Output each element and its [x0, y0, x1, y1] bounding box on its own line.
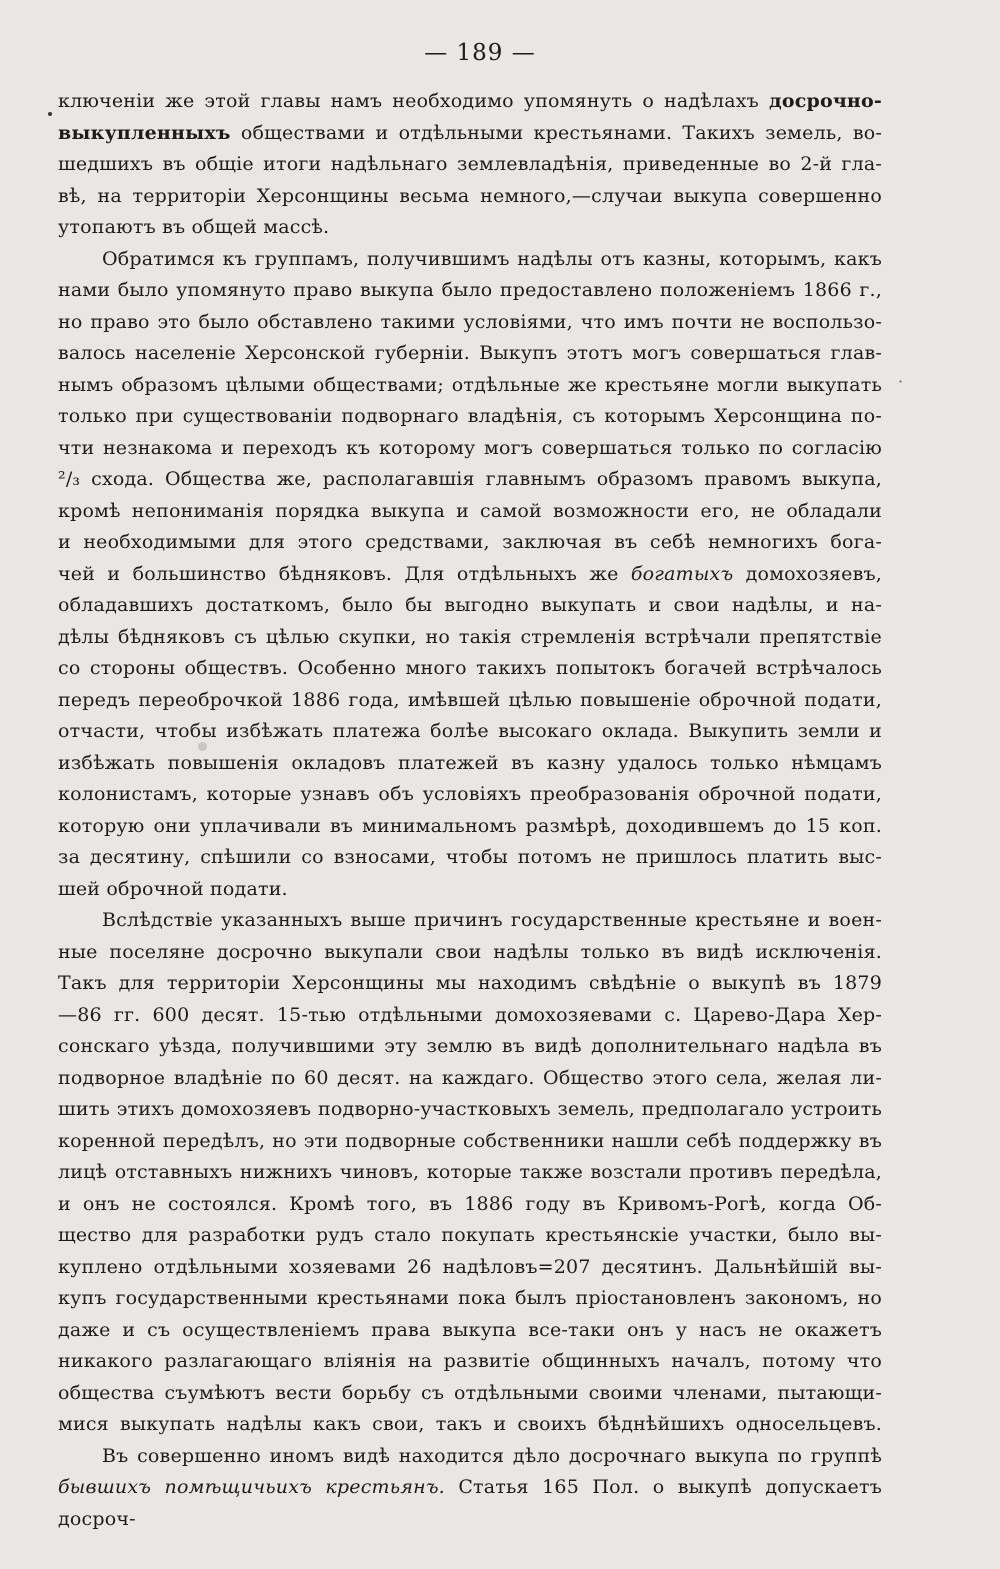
text-line — [58, 1094, 882, 1126]
paper-speck — [198, 742, 207, 751]
text-line — [58, 307, 882, 339]
text-segment: отчасти, чтобы избѣжать платежа болѣе высокаго оклада. Выкупить земли и — [58, 720, 882, 742]
text-segment: которую они уплачивали въ минимальномъ размѣрѣ, доходившемъ до 15 коп. — [58, 814, 882, 837]
text-line — [58, 1063, 882, 1095]
text-segment: Такъ для территоріи Херсонщины мы находимъ свѣдѣніе о выкупѣ въ 1879 — [58, 972, 882, 994]
text-line — [58, 905, 882, 937]
text-segment: общества съумѣютъ вести борьбу съ отдѣльными своими членами, пытающи- — [58, 1381, 882, 1404]
text-segment: бывшихъ помѣщичьихъ крестьянъ. — [58, 1476, 445, 1498]
text-line — [58, 1378, 882, 1410]
text-line — [58, 496, 882, 528]
text-segment: за десятину, спѣшили со взносами, чтобы потомъ не пришлось платить выс- — [58, 846, 882, 868]
text-segment: вѣ, на территоріи Херсонщины весьма немного,—случаи выкупа совершенно — [58, 184, 882, 207]
text-segment: но право это было обставлено такими условіями, что имъ почти не воспользо- — [58, 310, 882, 333]
text-segment: и необходимыми для этого средствами, заключая въ себѣ немногихъ бога- — [58, 531, 882, 553]
text-line — [58, 590, 882, 622]
text-segment: чей и большинство бѣдняковъ. Для отдѣльныхъ же — [58, 562, 631, 585]
text-segment: подворное владѣніе по 60 десят. на каждаго. Общество этого села, желая ли- — [58, 1066, 882, 1089]
text-line — [58, 1189, 882, 1221]
text-segment: богатыхъ — [630, 562, 734, 585]
text-line — [58, 874, 882, 906]
text-segment: нами было упомянуто право выкупа было предоставлено положеніемъ 1866 г., — [58, 279, 882, 301]
text-line — [58, 1441, 882, 1473]
text-line — [58, 1252, 882, 1284]
text-segment: только при существованіи подворнаго владѣнія, съ которымъ Херсонщина по- — [58, 405, 882, 427]
text-segment: никакого разлагающаго вліянія на развитіе общинныхъ началъ, потому что — [58, 1350, 882, 1372]
text-line — [58, 86, 882, 118]
text-segment: шедшихъ въ общіе итоги надѣльнаго землевладѣнія, приведенные во 2-й гла- — [58, 153, 882, 175]
text-segment: ные поселяне досрочно выкупали свои надѣлы только въ видѣ исключенія. — [58, 940, 882, 963]
text-line — [58, 622, 882, 654]
text-segment: передъ переоброчкой 1886 года, имѣвшей цѣлью повышеніе оброчной подати, — [58, 688, 882, 711]
text-segment: кромѣ непониманія порядка выкупа и самой возможности его, не обладали — [58, 499, 882, 522]
text-segment: щество для разработки рудъ стало покупать крестьянскіе участки, было вы- — [58, 1224, 882, 1246]
text-line — [58, 842, 882, 874]
text-line — [58, 338, 882, 370]
text-line — [58, 1472, 882, 1535]
text-segment: выкупленныхъ — [58, 121, 231, 144]
text-segment: нымъ образомъ цѣлыми обществами; отдѣльные же крестьяне могли выкупать — [58, 373, 882, 396]
ink-dot — [48, 112, 52, 116]
text-segment: коренной передѣлъ, но эти подворные собственники нашли себѣ поддержку въ — [58, 1129, 882, 1152]
text-line — [58, 968, 882, 1000]
body-text — [58, 86, 882, 1535]
text-segment: шить этихъ домохозяевъ подворно-участковыхъ земель, предполагало устроить — [58, 1098, 882, 1120]
text-line — [58, 1409, 882, 1441]
text-segment: обладавшихъ достаткомъ, было бы выгодно выкупать и свои надѣлы, и на- — [58, 594, 882, 616]
text-line — [58, 1126, 882, 1158]
text-line — [58, 244, 882, 276]
text-line — [58, 370, 882, 402]
text-line — [58, 149, 882, 181]
text-segment: и онъ не состоялся. Кромѣ того, въ 1886 году въ Кривомъ-Рогѣ, когда Об- — [58, 1192, 882, 1215]
text-line — [58, 779, 882, 811]
text-segment: шей оброчной подати. — [58, 877, 288, 900]
text-line — [58, 1315, 882, 1347]
text-line — [58, 118, 882, 150]
text-segment: со стороны обществъ. Особенно много такихъ попытокъ богачей встрѣчалось — [58, 657, 882, 679]
text-line — [58, 527, 882, 559]
text-segment: Въ совершенно иномъ видѣ находится дѣло досрочнаго выкупа по группѣ — [102, 1444, 882, 1467]
page-number: — 189 — — [424, 40, 536, 66]
text-segment: избѣжать повышенія окладовъ платежей въ казну удалось только нѣмцамъ — [58, 751, 882, 774]
text-segment: домохозяевъ, — [733, 562, 882, 585]
text-segment: ключеніи же этой главы намъ необходимо упомянуть о надѣлахъ — [58, 90, 769, 112]
text-line — [58, 275, 882, 307]
text-segment: Вслѣдствіе указанныхъ выше причинъ государственные крестьяне и воен- — [102, 909, 882, 931]
text-line — [58, 401, 882, 433]
text-line — [58, 748, 882, 780]
text-segment: ²/₃ схода. Общества же, располагавшія главнымъ образомъ правомъ выкупа, — [58, 468, 882, 490]
text-line — [58, 1157, 882, 1189]
text-line — [58, 1000, 882, 1032]
text-line — [58, 464, 882, 496]
text-segment: утопаютъ въ общей массѣ. — [58, 216, 330, 238]
text-segment: купъ государственными крестьянами пока былъ пріостановленъ закономъ, но — [58, 1287, 882, 1309]
text-segment: —86 гг. 600 десят. 15-тью отдѣльными домохозяевами с. Царево-Дара Хер- — [58, 1003, 882, 1026]
text-segment: даже и съ осуществленіемъ права выкупа все-таки онъ у насъ не окажетъ — [58, 1318, 882, 1341]
text-line — [58, 433, 882, 465]
text-segment: дѣлы бѣдняковъ съ цѣлью скупки, но такія стремленія встрѣчали препятствіе — [58, 625, 882, 648]
text-line — [58, 1220, 882, 1252]
text-line — [58, 1346, 882, 1378]
text-line — [58, 181, 882, 213]
text-line — [58, 559, 882, 591]
text-line — [58, 1283, 882, 1315]
text-segment: Статья 165 Пол. о выкупѣ допускаетъ досроч- — [58, 1476, 882, 1530]
text-segment: лицѣ отставныхъ нижнихъ чиновъ, которые также возстали противъ передѣла, — [58, 1161, 882, 1183]
text-line — [58, 653, 882, 685]
text-line — [58, 716, 882, 748]
text-segment: мися выкупать надѣлы какъ свои, такъ и своихъ бѣднѣйшихъ односельцевъ. — [58, 1413, 882, 1435]
text-line — [58, 937, 882, 969]
text-line — [58, 685, 882, 717]
text-segment: досрочно- — [768, 90, 882, 112]
text-segment: куплено отдѣльными хозяевами 26 надѣловъ=207 десятинъ. Дальнѣйшій вы- — [58, 1255, 882, 1278]
text-segment: Обратимся къ группамъ, получившимъ надѣлы отъ казны, которымъ, какъ — [102, 247, 882, 270]
text-segment: колонистамъ, которые узнавъ объ условіяхъ преобразованія оброчной подати, — [58, 783, 882, 805]
text-segment: обществами и отдѣльными крестьянами. Такихъ земель, во- — [230, 121, 882, 144]
text-line — [58, 1031, 882, 1063]
margin-mark: · — [898, 372, 904, 391]
text-segment: сонскаго уѣзда, получившими эту землю въ видѣ дополнительнаго надѣла въ — [58, 1035, 882, 1057]
text-segment: валось населеніе Херсонской губерніи. Выкупъ этотъ могъ совершаться глав- — [58, 342, 882, 364]
text-line — [58, 212, 882, 244]
text-line — [58, 811, 882, 843]
text-segment: чти незнакома и переходъ къ которому могъ совершаться только по согласію — [58, 436, 882, 459]
text-block — [58, 86, 882, 1535]
